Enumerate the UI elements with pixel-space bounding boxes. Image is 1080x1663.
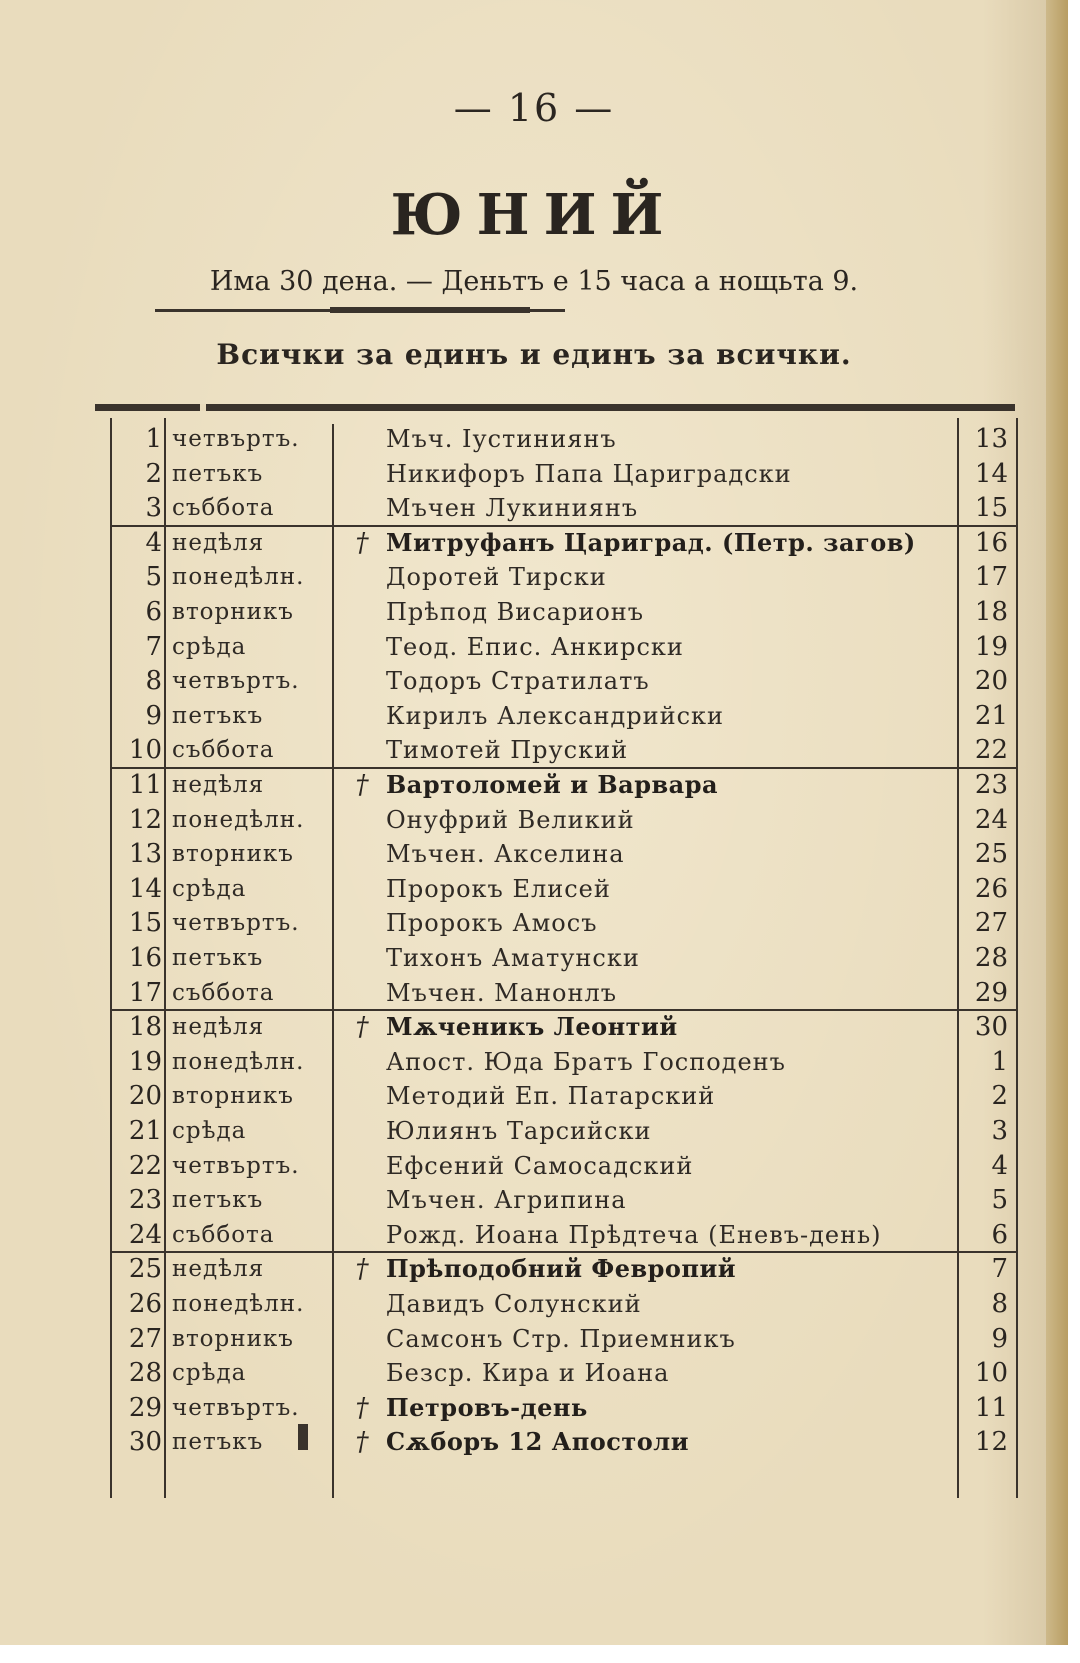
saint-name: Мъчен Лукиниянъ [386,494,639,523]
feast-cross-icon: † [355,527,369,558]
day-number: 30 [128,1427,162,1458]
weekday: съббота [172,737,275,764]
day-number: 25 [128,1254,162,1285]
calendar-row [110,733,1018,768]
month-subtitle: Има 30 дена. — Деньтъ е 15 часа а нощьта 9. [209,266,859,297]
weekday: недѣля [172,1256,265,1283]
calendar-row [110,1287,1018,1322]
saint-name: Методий Еп. Патарский [386,1082,716,1111]
weekday: петъкъ [172,702,264,729]
old-style-date: 19 [974,631,1008,662]
saint-name: Кирилъ Александрийски [386,701,725,730]
calendar-row [110,837,1018,872]
calendar-row [110,1356,1018,1391]
weekday: вторникъ [172,1083,294,1110]
week-separator [110,767,1018,769]
day-number: 8 [145,666,162,697]
old-style-date: 26 [974,873,1008,904]
calendar-row [110,1252,1018,1287]
calendar-row [110,1045,1018,1080]
old-style-date: 14 [974,458,1008,489]
weekday: вторникъ [172,599,294,625]
weekday: срѣда [172,633,247,660]
day-number: 29 [128,1392,162,1423]
weekday: понедѣлн. [172,806,305,833]
feast-cross-icon: † [355,770,369,800]
calendar-table [110,418,1018,1498]
calendar-row [110,941,1018,976]
weekday: четвъртъ. [172,1394,300,1421]
old-style-date: 13 [974,424,1008,454]
day-number: 21 [128,1116,162,1146]
old-style-date: 18 [974,597,1008,627]
saint-name: Мъчен. Акселина [386,840,625,869]
old-style-date: 8 [991,1289,1008,1319]
weekday: недѣля [172,1014,265,1041]
calendar-row [110,1391,1018,1426]
weekday: вторникъ [172,1325,294,1352]
old-style-date: 22 [974,735,1008,766]
day-number: 26 [128,1289,162,1319]
weekday: съббота [172,979,275,1006]
weekday: четвъртъ. [172,1152,300,1179]
calendar-row [110,1322,1018,1357]
weekday: петъкъ [172,945,264,971]
day-number: 19 [128,1046,162,1077]
calendar-row [110,1183,1018,1218]
old-style-date: 6 [991,1219,1008,1250]
day-number: 18 [128,1012,162,1043]
weekday: срѣда [172,875,247,902]
saint-name: Мѫченикъ Леонтий [386,1012,678,1042]
saint-name: Мъч. Іустиниянъ [386,425,617,453]
weekday: четвъртъ. [172,668,300,695]
old-style-date: 24 [974,804,1008,835]
calendar-row [110,664,1018,699]
old-style-date: 15 [974,493,1008,524]
saint-name: Тодоръ Стратилатъ [386,667,650,696]
calendar-row [110,1114,1018,1149]
saint-name: Безср. Кира и Иоана [386,1359,670,1388]
feast-cross-icon: † [355,1012,369,1043]
saint-name: Никифоръ Папа Цариградски [386,459,792,488]
weekday: недѣля [172,772,265,798]
day-number: 5 [145,562,162,593]
saint-name: Самсонъ Стр. Приемникъ [386,1324,736,1353]
weekday: съббота [172,1221,275,1248]
saint-name: Петровъ-день [386,1392,588,1422]
table-top-rule-gap [200,404,206,411]
calendar-row [110,1149,1018,1184]
saint-name: Пророкъ Амосъ [386,909,598,938]
weekday: понедѣлн. [172,1048,305,1075]
weekday: вторникъ [172,841,294,868]
feast-cross-icon: † [355,1392,369,1423]
weekday: срѣда [172,1360,247,1387]
calendar-row [110,906,1018,941]
month-title: ЮНИЙ [390,182,678,248]
saint-name: Апост. Юда Братъ Господенъ [386,1047,786,1076]
saint-name: Сѫборъ 12 Апостоли [386,1427,689,1457]
old-style-date: 3 [991,1116,1008,1146]
saint-name: Ефсений Самосадский [386,1151,694,1180]
saint-name: Прѣподобний Февропий [386,1254,737,1284]
calendar-row [110,1079,1018,1114]
old-style-date: 2 [991,1081,1008,1112]
page-number: — 16 — [453,86,615,130]
weekday: понедѣлн. [172,564,305,591]
weekday: петъкъ [172,1429,264,1456]
day-number: 15 [128,908,162,939]
old-style-date: 9 [991,1323,1008,1354]
day-number: 13 [128,839,162,870]
weekday: петъкъ [172,1187,264,1214]
saint-name: Тимотей Пруский [386,736,629,765]
calendar-row [110,699,1018,734]
day-number: 6 [145,597,162,627]
day-number: 17 [128,977,162,1008]
week-separator [110,1251,1018,1253]
calendar-row [110,630,1018,665]
calendar-row [110,422,1018,457]
day-number: 1 [145,424,162,454]
day-number: 10 [128,735,162,766]
calendar-row [110,976,1018,1011]
day-number: 4 [145,527,162,558]
old-style-date: 27 [974,908,1008,939]
day-number: 23 [128,1185,162,1216]
old-style-date: 20 [974,666,1008,697]
old-style-date: 5 [991,1185,1008,1216]
day-number: 2 [145,458,162,489]
day-number: 12 [128,804,162,835]
saint-name: Рожд. Иоана Прѣдтеча (Еневъ-день) [386,1220,882,1249]
old-style-date: 11 [974,1392,1008,1423]
weekday: четвъртъ. [172,426,300,452]
old-style-date: 30 [974,1012,1008,1043]
saint-name: Прѣпод Висарионъ [386,598,645,626]
saint-name: Теод. Епис. Анкирски [386,632,684,661]
week-separator [110,1009,1018,1011]
old-style-date: 25 [974,839,1008,870]
table-top-rule [95,404,1015,411]
calendar-row [110,1218,1018,1253]
weekday: петъкъ [172,460,264,487]
weekday: съббота [172,495,275,522]
calendar-row [110,872,1018,907]
saint-name: Мъчен. Манонлъ [386,978,618,1007]
old-style-date: 1 [991,1046,1008,1077]
old-style-date: 10 [974,1358,1008,1389]
motto: Всички за единъ и единъ за всички. [216,338,852,371]
day-number: 3 [145,493,162,524]
day-number: 7 [145,631,162,662]
saint-name: Тихонъ Аматунски [386,944,640,972]
weekday: срѣда [172,1118,247,1144]
day-number: 20 [128,1081,162,1112]
old-style-date: 29 [974,977,1008,1008]
day-number: 16 [128,943,162,973]
calendar-row [110,803,1018,838]
saint-name: Онуфрий Великий [386,805,635,834]
calendar-row [110,457,1018,492]
day-number: 27 [128,1323,162,1354]
day-number: 14 [128,873,162,904]
calendar-row [110,595,1018,630]
old-style-date: 12 [974,1427,1008,1458]
week-separator [110,525,1018,527]
day-number: 24 [128,1219,162,1250]
saint-name: Давидъ Солунский [386,1290,642,1318]
saint-name: Мъчен. Агрипина [386,1186,627,1215]
old-style-date: 17 [974,562,1008,593]
day-number: 9 [145,700,162,731]
calendar-row [110,560,1018,595]
old-style-date: 28 [974,943,1008,973]
old-style-date: 23 [974,770,1008,800]
old-style-date: 21 [974,700,1008,731]
old-style-date: 7 [991,1254,1008,1285]
weekday: понедѣлн. [172,1291,305,1317]
day-number: 22 [128,1150,162,1181]
feast-cross-icon: † [355,1254,369,1285]
feast-cross-icon: † [355,1427,369,1458]
saint-name: Митруфанъ Цариград. (Петр. загов) [386,527,916,557]
calendar-row [110,526,1018,561]
day-number: 28 [128,1358,162,1389]
saint-name: Пророкъ Елисей [386,874,611,903]
weekday: четвъртъ. [172,910,300,937]
weekday: недѣля [172,529,265,556]
saint-name: Вартоломей и Варвара [386,770,719,799]
decorative-rule [155,309,565,312]
calendar-row [110,1010,1018,1045]
old-style-date: 4 [991,1150,1008,1181]
calendar-row [110,768,1018,803]
old-style-date: 16 [974,527,1008,558]
day-number: 11 [128,770,162,800]
calendar-row [110,491,1018,526]
saint-name: Доротей Тирски [386,563,607,592]
calendar-row [110,1425,1018,1460]
saint-name: Юлиянъ Тарсийски [386,1117,652,1145]
